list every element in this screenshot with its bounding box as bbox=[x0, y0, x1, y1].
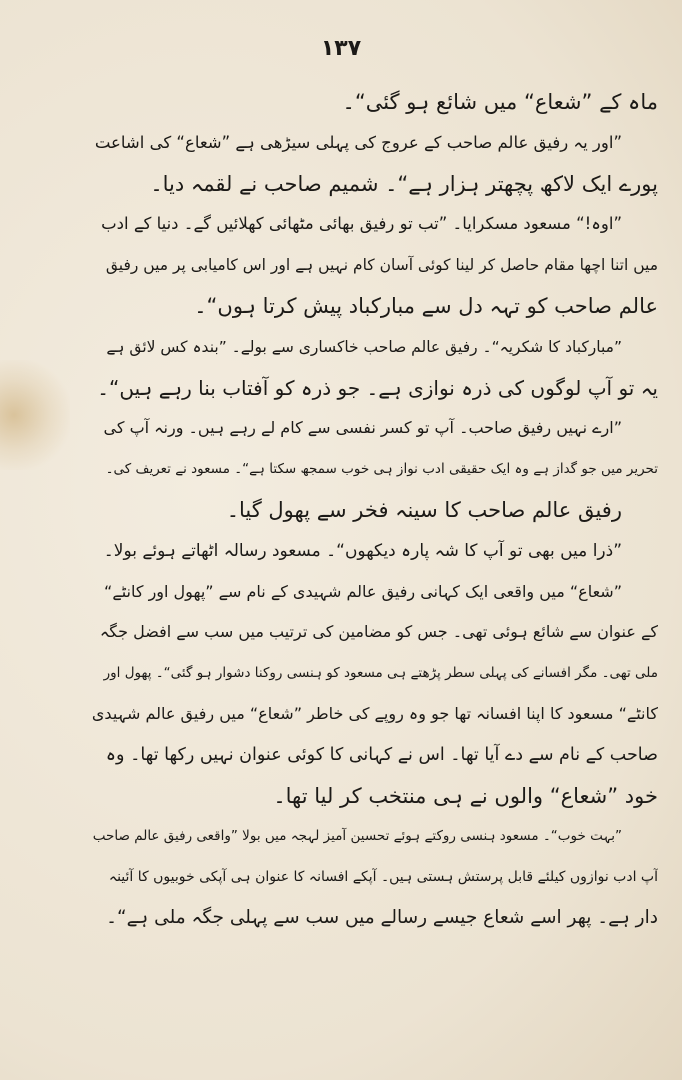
text-line: ”مبارکباد کا شکریہ“۔ رفیق عالم صاحب خاکساری سے بولے۔ ”بندہ کس لائق ہے bbox=[106, 337, 622, 356]
text-line: کانٹے“ مسعود کا اپنا افسانہ تھا جو وہ روپے کی خاطر ”شعاع“ میں رفیق عالم شہیدی bbox=[92, 703, 658, 723]
text-line: عالم صاحب کو تہہ دل سے مبارکباد پیش کرتا ہوں“۔ bbox=[194, 293, 658, 318]
page-number: ۱۳۷ bbox=[320, 36, 362, 61]
text-line: ملی تھی۔ مگر افسانے کی پہلی سطر پڑھتے ہی مسعود کو ہنسی روکنا دشوار ہو گئی“۔ پھول اور bbox=[103, 665, 658, 682]
text-line: صاحب کے نام سے دے آیا تھا۔ اس نے کہانی کا کوئی عنوان نہیں رکھا تھا۔ وہ bbox=[105, 744, 658, 765]
text-line: ”اور یہ رفیق عالم صاحب کے عروج کی پہلی سیڑھی ہے ”شعاع“ کی اشاعت bbox=[94, 132, 622, 152]
text-line: ”ذرا میں بھی تو آپ کا شہ پارہ دیکھوں“۔ مسعود رسالہ اٹھاتے ہوئے بولا۔ bbox=[103, 540, 622, 561]
text-line: پورے ایک لاکھ پچھتر ہزار ہے“۔ شمیم صاحب نے لقمہ دیا۔ bbox=[150, 171, 658, 196]
text-line: میں اتنا اچھا مقام حاصل کر لینا کوئی آسان کام نہیں ہے اور اس کامیابی پر میں رفیق bbox=[105, 256, 658, 275]
body-text bbox=[92, 82, 658, 939]
text-line: ماہ کے ”شعاع“ میں شائع ہو گئی“۔ bbox=[342, 90, 658, 114]
text-line: ”بہت خوب“۔ مسعود ہنسی روکتے ہوئے تحسین آمیز لہجہ میں بولا ”واقعی رفیق عالم صاحب bbox=[92, 828, 622, 845]
paper-stain bbox=[0, 360, 70, 470]
text-line: تحریر میں جو گداز ہے وہ ایک حقیقی ادب نواز ہی خوب سمجھ سکتا ہے“۔ مسعود نے تعریف کی۔ bbox=[105, 461, 658, 478]
text-line: ”شعاع“ میں واقعی ایک کہانی رفیق عالم شہیدی کے نام سے ”پھول اور کانٹے“ bbox=[104, 581, 622, 601]
text-line: ”ارے نہیں رفیق صاحب۔ آپ تو کسر نفسی سے کام لے رہے ہیں۔ ورنہ آپ کی bbox=[103, 418, 622, 438]
text-line: رفیق عالم صاحب کا سینہ فخر سے پھول گیا۔ bbox=[226, 497, 622, 522]
text-line: آپ ادب نوازوں کیلئے قابل پرستش ہستی ہیں۔ آپکے افسانہ کا عنوان ہی آپکی خوبیوں کا آئینہ bbox=[108, 869, 658, 886]
text-line: دار ہے۔ پھر اسے شعاع جیسے رسالے میں سب سے پہلی جگہ ملی ہے“۔ bbox=[106, 906, 658, 928]
text-line: یہ تو آپ لوگوں کی ذرہ نوازی ہے۔ جو ذرہ کو آفتاب بنا رہے ہیں“۔ bbox=[97, 375, 658, 400]
text-line: کے عنوان سے شائع ہوئی تھی۔ جس کو مضامین کی ترتیب میں سب سے افضل جگہ bbox=[99, 622, 658, 642]
text-line: ”اوہ!“ مسعود مسکرایا۔ ”تب تو رفیق بھائی مٹھائی کھلائیں گے۔ دنیا کے ادب bbox=[101, 214, 622, 234]
text-line: خود ”شعاع“ والوں نے ہی منتخب کر لیا تھا۔ bbox=[273, 783, 658, 808]
